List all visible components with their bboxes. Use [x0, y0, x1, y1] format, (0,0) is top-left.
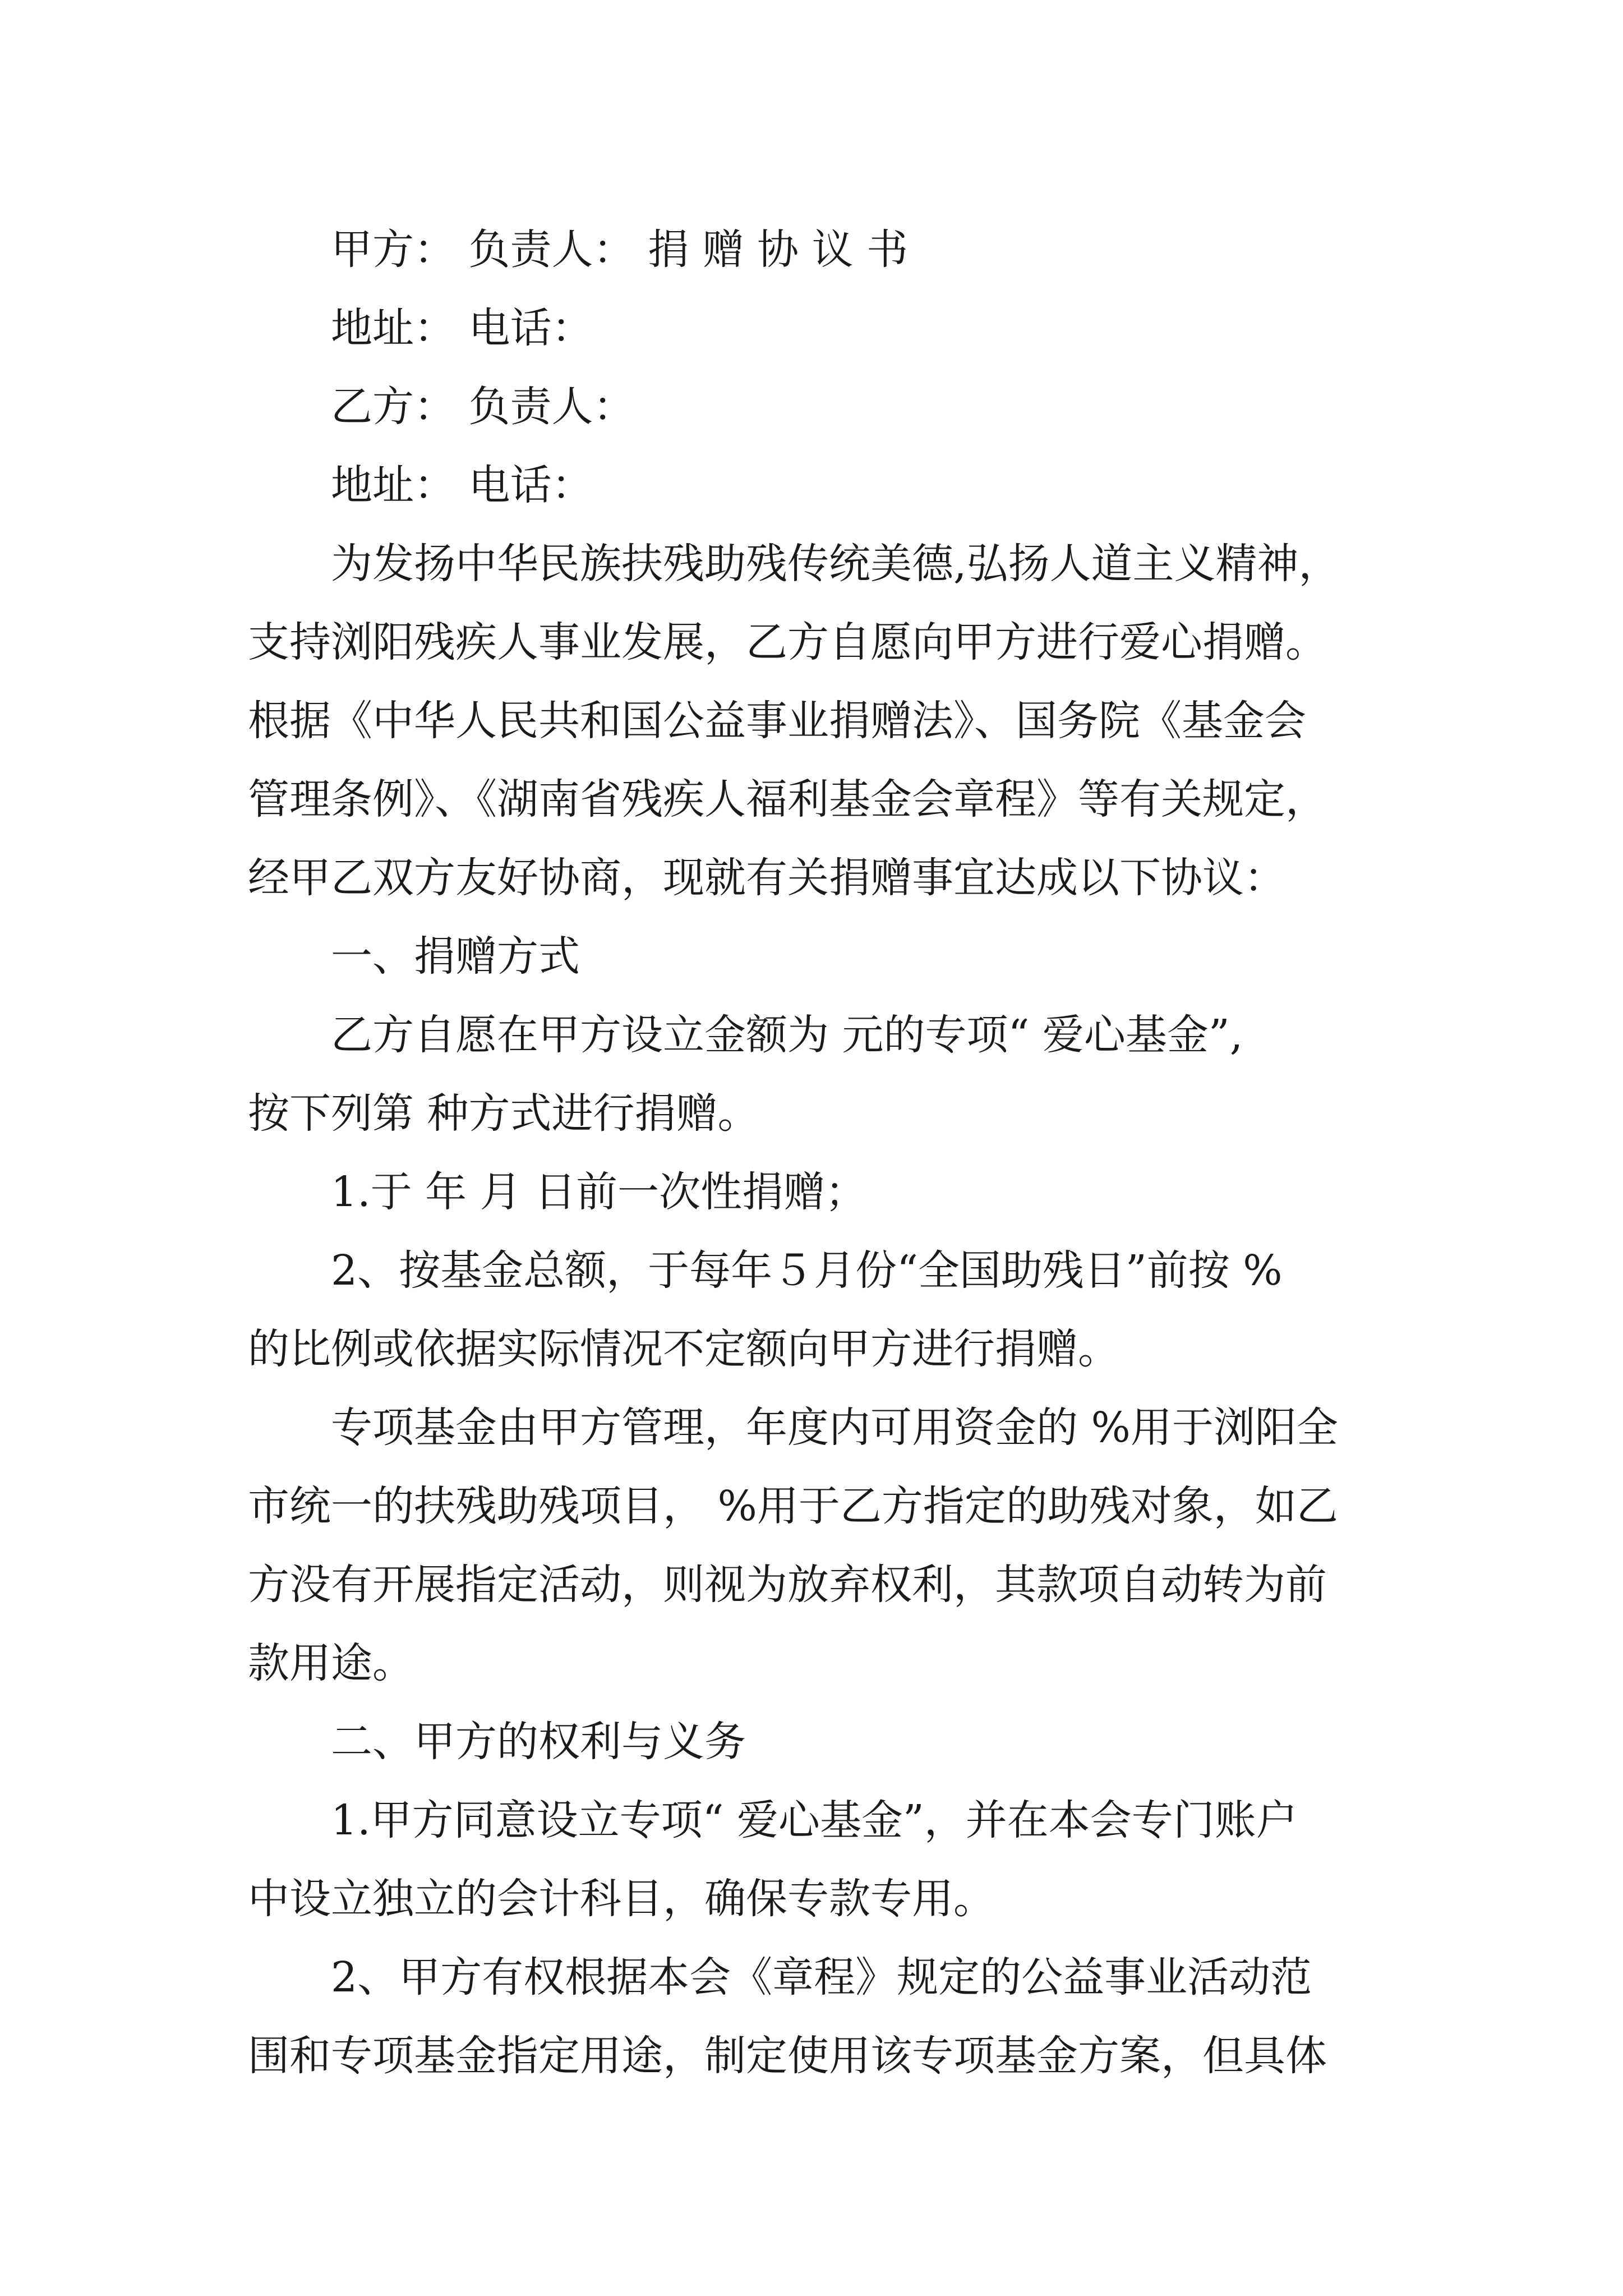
- line-5: 为发扬中华民族扶残助残传统美德,弘扬人道主义精神，: [331, 540, 1340, 588]
- line-4: 地址： 电话：: [331, 461, 593, 509]
- line-1: 甲方： 负责人： 捐 赠 协 议 书: [331, 226, 909, 274]
- line-17: 市统一的扶残助残项目， %用于乙方指定的助残对象，如乙: [248, 1482, 1338, 1530]
- line-24: 围和专项基金指定用途，制定使用该专项基金方案，但具体: [248, 2032, 1327, 2080]
- line-12: 按下列第 种方式进行捐赠。: [248, 1089, 759, 1138]
- line-6: 支持浏阳残疾人事业发展，乙方自愿向甲方进行爱心捐赠。: [248, 618, 1327, 666]
- line-16: 专项基金由甲方管理，年度内可用资金的 %用于浏阳全: [331, 1404, 1338, 1452]
- line-8: 管理条例》、《湖南省残疾人福利基金会章程》等有关规定，: [248, 775, 1327, 823]
- section-heading-2: 二、甲方的权利与义务: [331, 1718, 746, 1766]
- line-22: 中设立独立的会计科目，确保专款专用。: [248, 1875, 995, 1923]
- line-19: 款用途。: [248, 1639, 414, 1687]
- document-body: [248, 210, 1386, 2095]
- line-9: 经甲乙双方友好协商，现就有关捐赠事宜达成以下协议：: [248, 854, 1285, 902]
- line-18: 方没有开展指定活动，则视为放弃权利，其款项自动转为前: [248, 1561, 1327, 1609]
- line-3: 乙方： 负责人：: [331, 383, 635, 431]
- line-23: 2、甲方有权根据本会《章程》规定的公益事业活动范: [331, 1953, 1312, 2001]
- line-11: 乙方自愿在甲方设立金额为 元的专项“ 爱心基金”,: [331, 1011, 1243, 1059]
- line-15: 的比例或依据实际情况不定额向甲方进行捐赠。: [248, 1325, 1119, 1373]
- line-13: 1.于 年 月 日前一次性捐赠；: [331, 1168, 867, 1216]
- line-7: 根据《中华人民共和国公益事业捐赠法》、国务院《基金会: [248, 697, 1306, 745]
- section-heading-1: 一、捐赠方式: [331, 932, 580, 981]
- line-2: 地址： 电话：: [331, 304, 593, 352]
- line-21: 1.甲方同意设立专项“ 爱心基金”，并在本会专门账户: [331, 1796, 1298, 1844]
- line-14: 2、按基金总额，于每年５月份“全国助残日”前按 %: [331, 1246, 1283, 1295]
